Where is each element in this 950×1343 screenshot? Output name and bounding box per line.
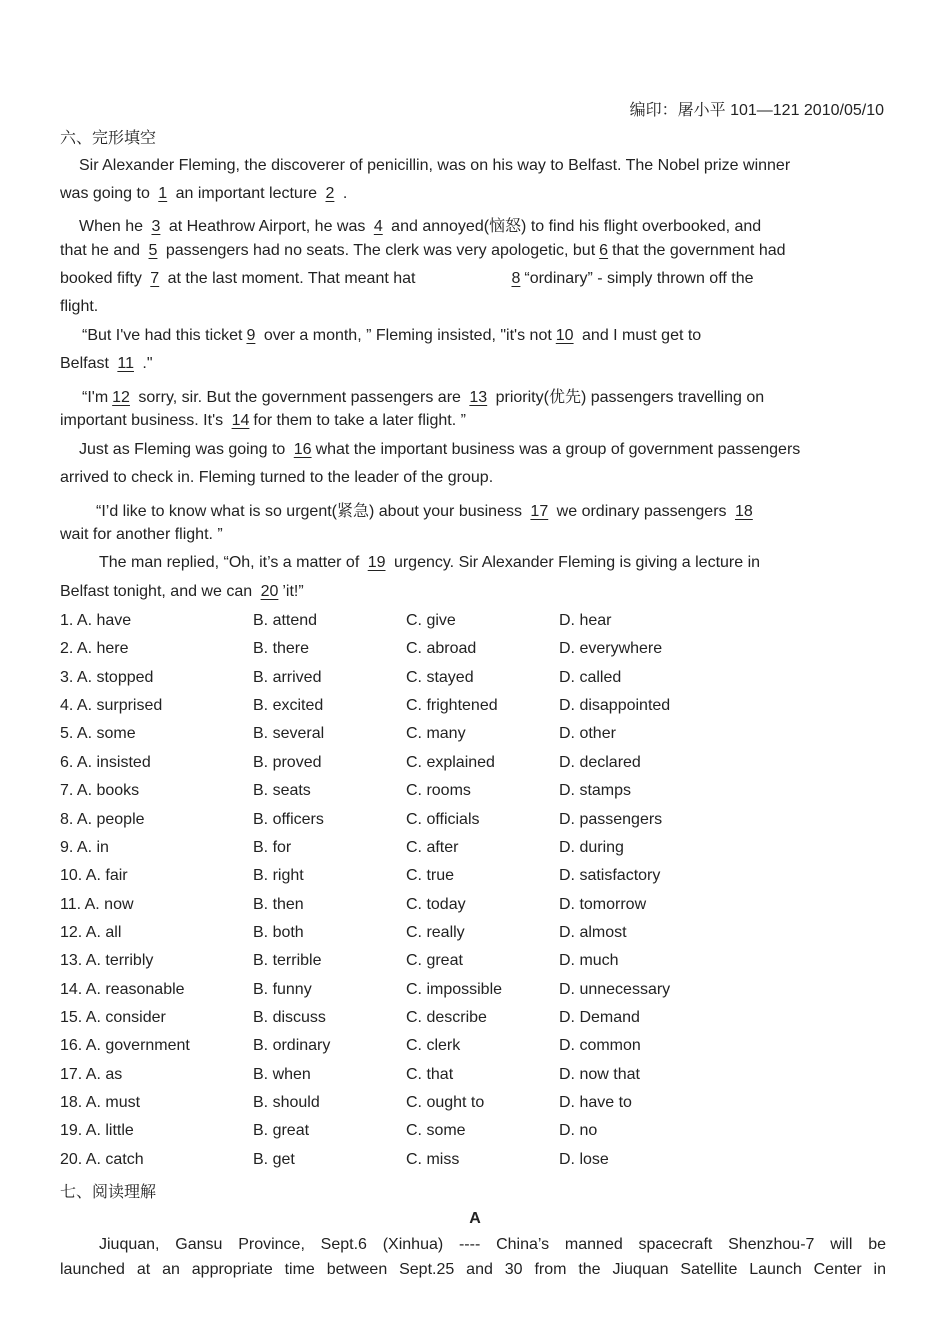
option-c: C. miss	[406, 1150, 460, 1168]
passage-line	[60, 270, 754, 288]
text: booked fifty	[60, 270, 147, 287]
option-d: D. satisfactory	[559, 867, 661, 885]
option-c: C. officials	[406, 810, 480, 828]
option-b: B. excited	[253, 697, 324, 714]
passage-line	[60, 583, 304, 601]
option-c: C. true	[406, 867, 455, 885]
passage-line	[82, 384, 764, 407]
text: Belfast	[60, 355, 114, 372]
option-c: C. clerk	[406, 1037, 461, 1055]
option-a: 9. A. in	[60, 838, 109, 856]
passage-line: Sir Alexander Fleming, the discoverer of penicillin, was on his way to Belfast. The Nobel prize winner	[79, 157, 791, 174]
text: “ordinary” - simply thrown off the	[524, 270, 754, 287]
text: “I’d like to know what is so urgent(紧急) about your business	[96, 503, 527, 520]
text: an important lecture	[171, 185, 322, 202]
option-b: B. seats	[253, 782, 311, 800]
option-a: 2. A. here	[60, 640, 129, 658]
passage-line	[60, 412, 466, 430]
option-d: D. tomorrow	[559, 895, 647, 913]
option-d: D. now that	[559, 1065, 640, 1083]
option-c: C. some	[406, 1122, 466, 1140]
text: “I'm	[82, 389, 109, 406]
option-d: D. called	[559, 668, 622, 686]
option-d: D. lose	[559, 1150, 609, 1168]
option-b: B. terrible	[253, 952, 322, 970]
option-b: B. ordinary	[253, 1037, 331, 1055]
blank-7: 7	[150, 270, 160, 287]
option-a: 3. A. stopped	[60, 668, 154, 686]
blank-18: 18	[734, 503, 753, 520]
option-d: D. disappointed	[559, 697, 671, 714]
text: at Heathrow Airport, he was	[164, 218, 370, 235]
text: priority(优先) passengers travelling on	[491, 389, 765, 406]
option-c: C. frightened	[406, 697, 498, 714]
option-a: 12. A. all	[60, 923, 122, 941]
option-c: C. impossible	[406, 980, 503, 998]
option-d: D. hear	[559, 612, 612, 629]
text: that he and	[60, 242, 145, 259]
option-c: C. describe	[406, 1008, 487, 1026]
text: what the important business was a group of government passengers	[315, 441, 801, 458]
reading-a-title: A	[469, 1210, 481, 1227]
blank-10: 10	[555, 327, 574, 344]
option-d: D. passengers	[559, 810, 663, 828]
option-c: C. many	[406, 725, 466, 743]
blank-16: 16	[293, 441, 312, 458]
passage-line	[96, 498, 757, 521]
text: The man replied, “Oh, it’s a matter of	[99, 554, 364, 571]
text: that the government had	[612, 242, 786, 259]
passage-line	[79, 213, 761, 236]
option-b: B. arrived	[253, 668, 322, 686]
option-a: 15. A. consider	[60, 1008, 166, 1026]
option-a: 17. A. as	[60, 1065, 123, 1083]
option-d: D. stamps	[559, 782, 632, 800]
option-d: D. have to	[559, 1094, 632, 1111]
option-d: D. almost	[559, 923, 627, 941]
blank-1: 1	[158, 185, 168, 202]
text: ’it!”	[282, 583, 304, 600]
blank-12: 12	[112, 389, 130, 406]
blank-6: 6	[599, 242, 609, 259]
text: “But I've had this ticket	[82, 327, 243, 344]
blank-5: 5	[148, 242, 158, 259]
passage-line	[99, 554, 760, 572]
option-b: B. several	[253, 725, 325, 743]
passage-line	[60, 355, 153, 373]
passage-line	[60, 242, 786, 260]
blank-3: 3	[151, 218, 161, 235]
document-header: 编印：屠小平 101—121 2010/05/10	[629, 102, 884, 119]
text: and annoyed(恼怒) to find his flight overbooked, and	[386, 218, 762, 235]
option-a: 14. A. reasonable	[60, 980, 185, 998]
option-a: 5. A. some	[60, 725, 136, 743]
option-a: 16. A. government	[60, 1037, 190, 1055]
blank-14: 14	[231, 412, 250, 429]
option-c: C. rooms	[406, 782, 471, 800]
option-a: 10. A. fair	[60, 867, 128, 885]
option-d: D. during	[559, 838, 624, 856]
text: .	[338, 185, 348, 202]
option-a: 6. A. insisted	[60, 753, 151, 771]
text: was going to	[60, 185, 155, 202]
option-a: 20. A. catch	[60, 1150, 144, 1168]
option-d: D. Demand	[559, 1008, 640, 1026]
option-a: 1. A. have	[60, 612, 132, 629]
option-d: D. everywhere	[559, 640, 663, 658]
option-b: B. great	[253, 1122, 310, 1140]
option-b: B. attend	[253, 612, 318, 629]
blank-8: 8	[511, 270, 521, 287]
blank-17: 17	[530, 503, 549, 520]
reading-a-line: launched at an appropriate time between Sept.25 and 30 from the Jiuquan Satellite Launch Center in	[60, 1261, 886, 1278]
option-c: C. really	[406, 923, 465, 941]
blank-19: 19	[367, 554, 386, 571]
option-b: B. right	[253, 867, 304, 885]
blank-20: 20	[260, 583, 279, 600]
option-a: 13. A. terribly	[60, 952, 154, 970]
text: we ordinary passengers	[552, 503, 731, 520]
option-b: B. discuss	[253, 1008, 326, 1026]
passage-line: wait for another flight. ”	[60, 526, 223, 543]
option-b: B. for	[253, 838, 292, 856]
text: passengers had no seats. The clerk was very apologetic, but	[161, 242, 596, 259]
option-c: C. explained	[406, 753, 495, 771]
text: important business. It's	[60, 412, 228, 429]
section-6-title: 六、完形填空	[60, 130, 157, 147]
option-a: 7. A. books	[60, 782, 140, 800]
text: and I must get to	[577, 327, 702, 344]
option-b: B. officers	[253, 810, 324, 828]
option-b: B. both	[253, 923, 304, 941]
text: at the last moment. That meant hat	[163, 270, 416, 287]
option-c: C. that	[406, 1065, 454, 1083]
option-b: B. funny	[253, 980, 312, 998]
option-c: C. great	[406, 952, 463, 970]
text: over a month, ” Fleming insisted, "it's not	[259, 327, 552, 344]
option-a: 19. A. little	[60, 1122, 134, 1140]
passage-line	[60, 185, 347, 203]
blank-4: 4	[373, 218, 383, 235]
text: Just as Fleming was going to	[79, 441, 290, 458]
text: urgency. Sir Alexander Fleming is giving a lecture in	[389, 554, 761, 571]
option-d: D. unnecessary	[559, 980, 671, 998]
blank-2: 2	[325, 185, 335, 202]
text: sorry, sir. But the government passengers are	[133, 389, 466, 406]
option-d: D. much	[559, 952, 619, 970]
option-c: C. give	[406, 612, 456, 629]
option-b: B. when	[253, 1065, 311, 1083]
text: Belfast tonight, and we can	[60, 583, 257, 600]
passage-line	[79, 441, 800, 459]
blank-11: 11	[117, 355, 134, 372]
option-b: B. there	[253, 640, 310, 658]
option-c: C. ought to	[406, 1094, 485, 1111]
option-a: 8. A. people	[60, 810, 145, 828]
option-d: D. declared	[559, 753, 641, 771]
passage-line: arrived to check in. Fleming turned to the leader of the group.	[60, 469, 494, 486]
option-d: D. common	[559, 1037, 641, 1055]
blank-9: 9	[246, 327, 256, 344]
option-c: C. stayed	[406, 668, 474, 686]
passage-line: flight.	[60, 298, 99, 315]
passage-line	[82, 327, 701, 345]
option-c: C. after	[406, 838, 459, 856]
option-b: B. get	[253, 1150, 295, 1168]
option-c: C. today	[406, 895, 466, 913]
option-a: 4. A. surprised	[60, 697, 163, 714]
text: for them to take a later flight. ”	[253, 412, 466, 429]
option-b: B. proved	[253, 753, 322, 771]
option-b: B. should	[253, 1094, 320, 1111]
option-b: B. then	[253, 895, 304, 913]
option-a: 11. A. now	[60, 895, 134, 913]
option-d: D. no	[559, 1122, 598, 1140]
option-a: 18. A. must	[60, 1094, 141, 1111]
option-c: C. abroad	[406, 640, 477, 658]
text: When he	[79, 218, 148, 235]
blank-13: 13	[469, 389, 488, 406]
reading-a-line: Jiuquan, Gansu Province, Sept.6 (Xinhua) ---- China’s manned spacecraft Shenzhou-7 will be	[99, 1236, 886, 1253]
text: ."	[137, 355, 153, 372]
section-7-title: 七、阅读理解	[60, 1184, 157, 1201]
option-d: D. other	[559, 725, 616, 743]
